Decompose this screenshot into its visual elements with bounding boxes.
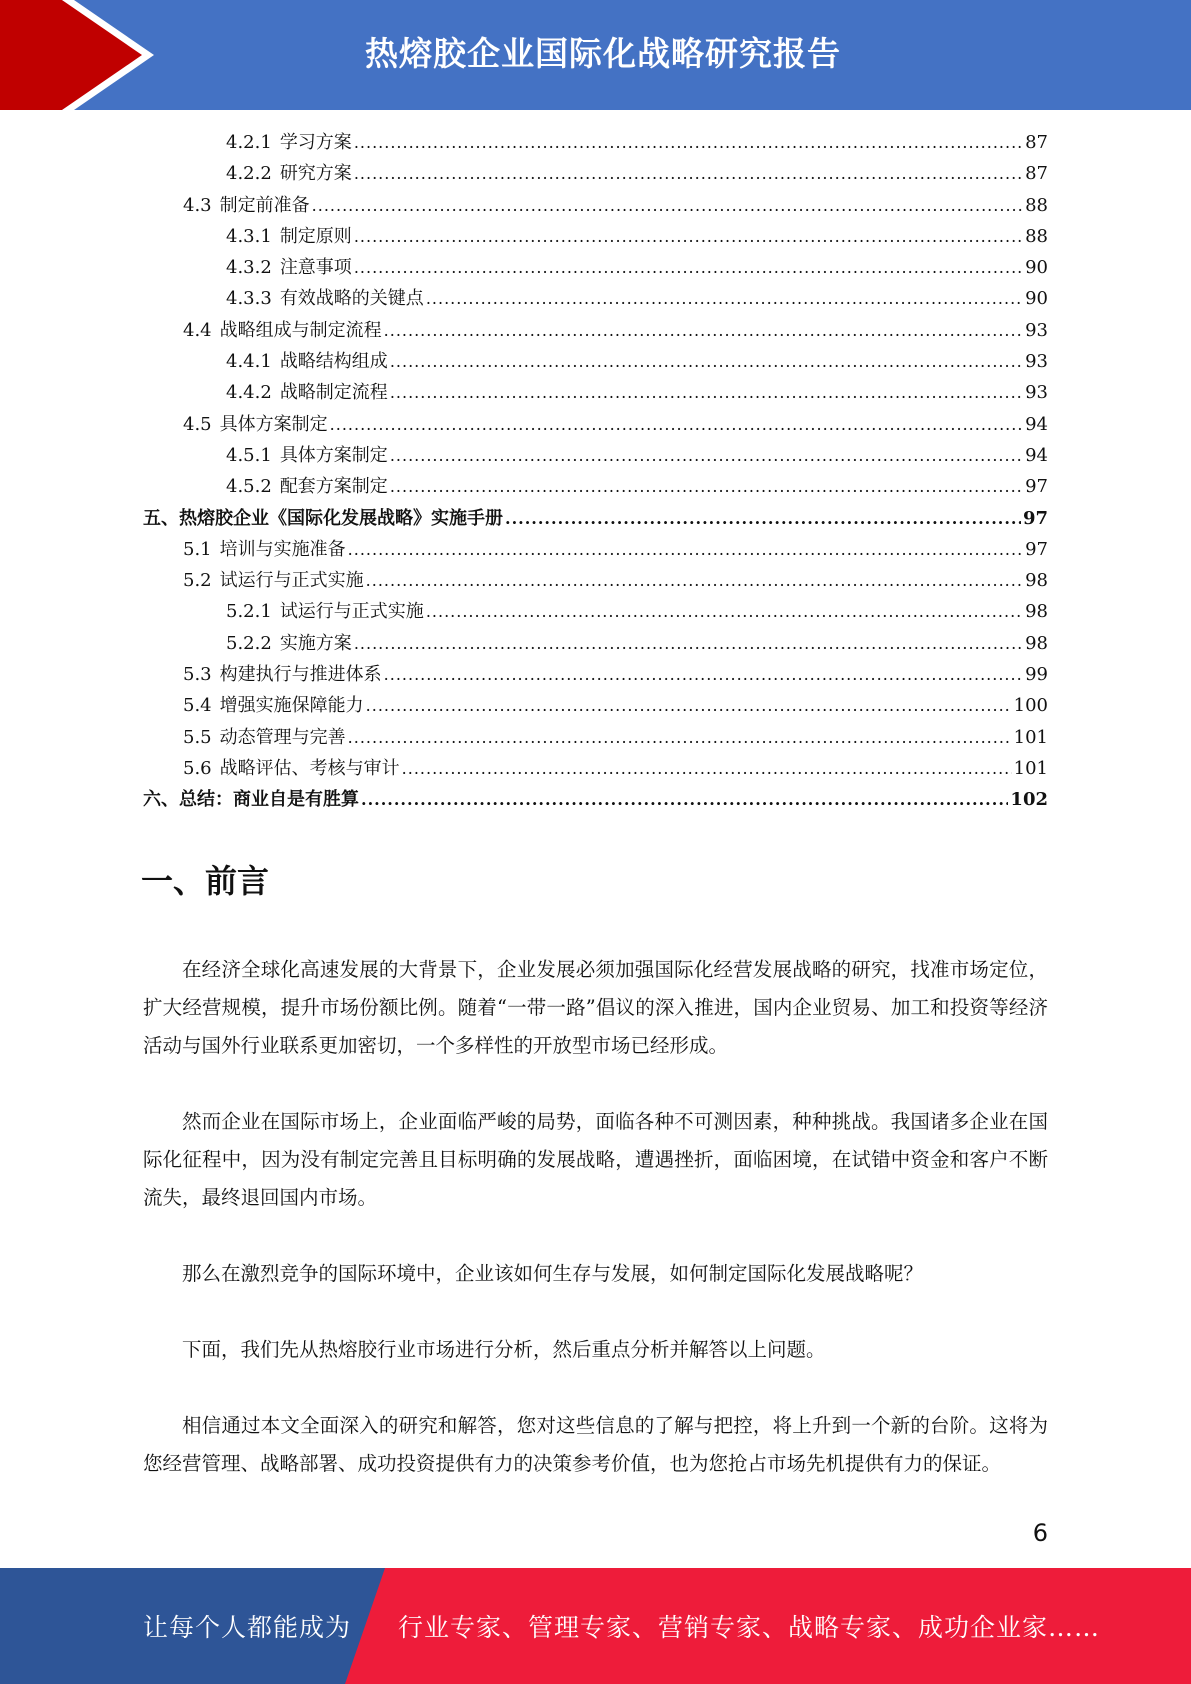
- toc-entry-number: 5.5: [183, 726, 212, 748]
- toc-dot-leader: [348, 534, 1023, 565]
- toc-entry[interactable]: [143, 377, 1048, 408]
- toc-dot-leader: [402, 753, 1012, 784]
- toc-entry-number: 5.4: [183, 695, 212, 717]
- toc-dot-leader: [354, 221, 1023, 252]
- toc-entry[interactable]: [143, 315, 1048, 346]
- toc-entry[interactable]: [143, 753, 1048, 784]
- toc-entry-title: 构建执行与推进体系: [219, 664, 382, 686]
- toc-entry-page: 90: [1025, 257, 1048, 279]
- toc-entry-page: 101: [1013, 726, 1048, 748]
- toc-entry-number: 4.2.1: [226, 132, 272, 153]
- toc-entry-page: 97: [1025, 538, 1048, 560]
- toc-entry-number: 4.3: [183, 194, 212, 216]
- toc-entry-number: 4.3.1: [226, 225, 272, 247]
- footer-slogan-right: 行业专家、管理专家、营销专家、战略专家、成功企业家……: [398, 1613, 1101, 1642]
- toc-entry-title: 动态管理与完善: [219, 726, 346, 748]
- section-body: [143, 951, 1048, 1521]
- toc-dot-leader: [348, 722, 1012, 753]
- toc-entry-page: 100: [1013, 695, 1048, 717]
- toc-entry-number: 六、: [143, 789, 179, 811]
- toc-entry-title: 制定原则: [279, 225, 352, 247]
- toc-entry-title: 增强实施保障能力: [219, 695, 364, 717]
- toc-dot-leader: [390, 471, 1023, 502]
- body-paragraph: 那么在激烈竞争的国际环境中，企业该如何生存与发展，如何制定国际化发展战略呢？: [182, 1262, 924, 1285]
- toc-entry-title: 试运行与正式实施: [219, 570, 364, 592]
- toc-entry[interactable]: [143, 722, 1048, 753]
- toc-dot-leader: [354, 127, 1023, 158]
- footer-slogan-left: 让每个人都能成为: [143, 1613, 352, 1642]
- toc-dot-leader: [426, 596, 1023, 627]
- toc-entry-number: 4.3.3: [226, 288, 272, 310]
- toc-dot-leader: [361, 784, 1008, 815]
- toc-entry-title: 战略制定流程: [279, 382, 388, 404]
- toc-entry-number: 5.3: [183, 664, 212, 686]
- report-title: 热熔胶企业国际化战略研究报告: [365, 34, 841, 73]
- toc-dot-leader: [384, 659, 1023, 690]
- toc-entry-title: 试运行与正式实施: [279, 601, 424, 623]
- toc-entry-page: 88: [1025, 194, 1048, 216]
- toc-entry-title: 具体方案制定: [219, 413, 328, 435]
- toc-entry-number: 5.2: [183, 570, 212, 592]
- toc-entry-number: 5.1: [183, 538, 212, 560]
- toc-entry-title: 注意事项: [279, 257, 352, 279]
- toc-entry[interactable]: [143, 127, 1048, 158]
- toc-entry-number: 4.3.2: [226, 257, 272, 279]
- toc-entry[interactable]: [143, 158, 1048, 189]
- toc-entry-page: 99: [1025, 664, 1048, 686]
- toc-entry-page: 87: [1025, 163, 1048, 185]
- toc-entry-page: 98: [1025, 570, 1048, 592]
- toc-entry-title: 有效战略的关键点: [279, 288, 424, 310]
- page-header: [0, 0, 1191, 110]
- toc-entry-number: 五、: [143, 507, 179, 529]
- toc-entry-page: 94: [1025, 444, 1048, 466]
- toc-entry-number: 5.2.1: [226, 601, 272, 623]
- toc-entry-page: 93: [1025, 351, 1048, 373]
- toc-entry-number: 4.4: [183, 319, 212, 341]
- toc-entry-page: 93: [1025, 382, 1048, 404]
- toc-dot-leader: [354, 158, 1023, 189]
- toc-entry-page: 98: [1025, 601, 1048, 623]
- toc-entry[interactable]: [143, 534, 1048, 565]
- toc-entry[interactable]: [143, 565, 1048, 596]
- body-paragraph: 下面，我们先从热熔胶行业市场进行分析，然后重点分析并解答以上问题。: [182, 1338, 826, 1361]
- toc-entry-title: 配套方案制定: [279, 476, 388, 498]
- toc-entry-number: 4.2.2: [226, 163, 272, 185]
- toc-entry-page: 90: [1025, 288, 1048, 310]
- toc-entry-number: 4.5.1: [226, 444, 272, 466]
- toc-entry-page: 93: [1025, 319, 1048, 341]
- toc-dot-leader: [366, 690, 1012, 721]
- toc-dot-leader: [354, 252, 1023, 283]
- toc-entry-title: 培训与实施准备: [219, 538, 346, 560]
- toc-entry[interactable]: [143, 628, 1048, 659]
- toc-entry-number: 4.4.2: [226, 382, 272, 404]
- toc-dot-leader: [390, 346, 1023, 377]
- section-heading: 一、前言: [141, 862, 270, 900]
- toc-entry[interactable]: [143, 190, 1048, 221]
- toc-entry-page: 98: [1025, 632, 1048, 654]
- page-footer: [0, 1568, 1191, 1684]
- toc-entry[interactable]: [143, 252, 1048, 283]
- toc-entry[interactable]: [143, 690, 1048, 721]
- toc-entry[interactable]: [143, 471, 1048, 502]
- toc-entry-title: 制定前准备: [219, 194, 310, 216]
- toc-dot-leader: [426, 283, 1023, 314]
- toc-entry[interactable]: [143, 503, 1048, 534]
- toc-entry[interactable]: [143, 221, 1048, 252]
- table-of-contents: [143, 127, 1048, 816]
- toc-entry[interactable]: [143, 409, 1048, 440]
- toc-entry[interactable]: [143, 346, 1048, 377]
- toc-dot-leader: [505, 503, 1021, 534]
- toc-entry-page: 97: [1022, 507, 1048, 529]
- toc-entry-number: 4.5.2: [226, 476, 272, 498]
- toc-entry-title: 总结：商业自是有胜算: [179, 789, 359, 811]
- toc-dot-leader: [312, 190, 1023, 221]
- toc-entry-title: 战略组成与制定流程: [219, 319, 382, 341]
- toc-entry-number: 5.6: [183, 757, 212, 779]
- toc-dot-leader: [390, 377, 1023, 408]
- toc-entry-title: 战略结构组成: [279, 351, 388, 373]
- toc-entry-title: 具体方案制定: [279, 444, 388, 466]
- body-paragraph: 在经济全球化高速发展的大背景下，企业发展必须加强国际化经营发展战略的研究，找准市场定位，扩大经营规模，提升市场份额比例。随着“一带一路”倡议的深入推进，国内企业贸易、加工和投资等经济活动与国外行业联系更加密切，一个多样性的开放型市场已经形成。: [143, 958, 1048, 1057]
- toc-entry-page: 97: [1025, 476, 1048, 498]
- toc-entry-title: 实施方案: [279, 632, 352, 654]
- toc-dot-leader: [390, 440, 1023, 471]
- toc-entry-title: 热熔胶企业《国际化发展战略》实施手册: [179, 507, 503, 529]
- toc-dot-leader: [354, 628, 1023, 659]
- toc-entry-page: 101: [1013, 757, 1048, 779]
- toc-entry[interactable]: [143, 440, 1048, 471]
- toc-entry-number: 4.5: [183, 413, 212, 435]
- page-number: 6: [1032, 1519, 1048, 1547]
- toc-entry[interactable]: [143, 784, 1048, 815]
- toc-entry[interactable]: [143, 596, 1048, 627]
- toc-entry-title: 研究方案: [279, 163, 352, 185]
- toc-entry-page: 88: [1025, 225, 1048, 247]
- toc-dot-leader: [384, 315, 1023, 346]
- toc-dot-leader: [366, 565, 1023, 596]
- toc-entry-title: 学习方案: [279, 132, 352, 153]
- toc-entry-page: 102: [1010, 789, 1048, 811]
- toc-entry-number: 5.2.2: [226, 632, 272, 654]
- toc-entry[interactable]: [143, 283, 1048, 314]
- body-paragraph: 相信通过本文全面深入的研究和解答，您对这些信息的了解与把控，将上升到一个新的台阶。这将为您经营管理、战略部署、成功投资提供有力的决策参考价值，也为您抢占市场先机提供有力的保证。: [143, 1414, 1048, 1475]
- toc-entry-title: 战略评估、考核与审计: [219, 757, 400, 779]
- body-paragraph: 然而企业在国际市场上，企业面临严峻的局势，面临各种不可测因素，种种挑战。我国诸多企业在国际化征程中，因为没有制定完善且目标明确的发展战略，遭遇挫折，面临困境，在试错中资金和客户不断流失，最终退回国内市场。: [143, 1110, 1048, 1209]
- toc-entry-page: 94: [1025, 413, 1048, 435]
- toc-entry-page: 87: [1025, 132, 1048, 153]
- toc-entry-number: 4.4.1: [226, 351, 272, 373]
- toc-dot-leader: [330, 409, 1023, 440]
- toc-entry[interactable]: [143, 659, 1048, 690]
